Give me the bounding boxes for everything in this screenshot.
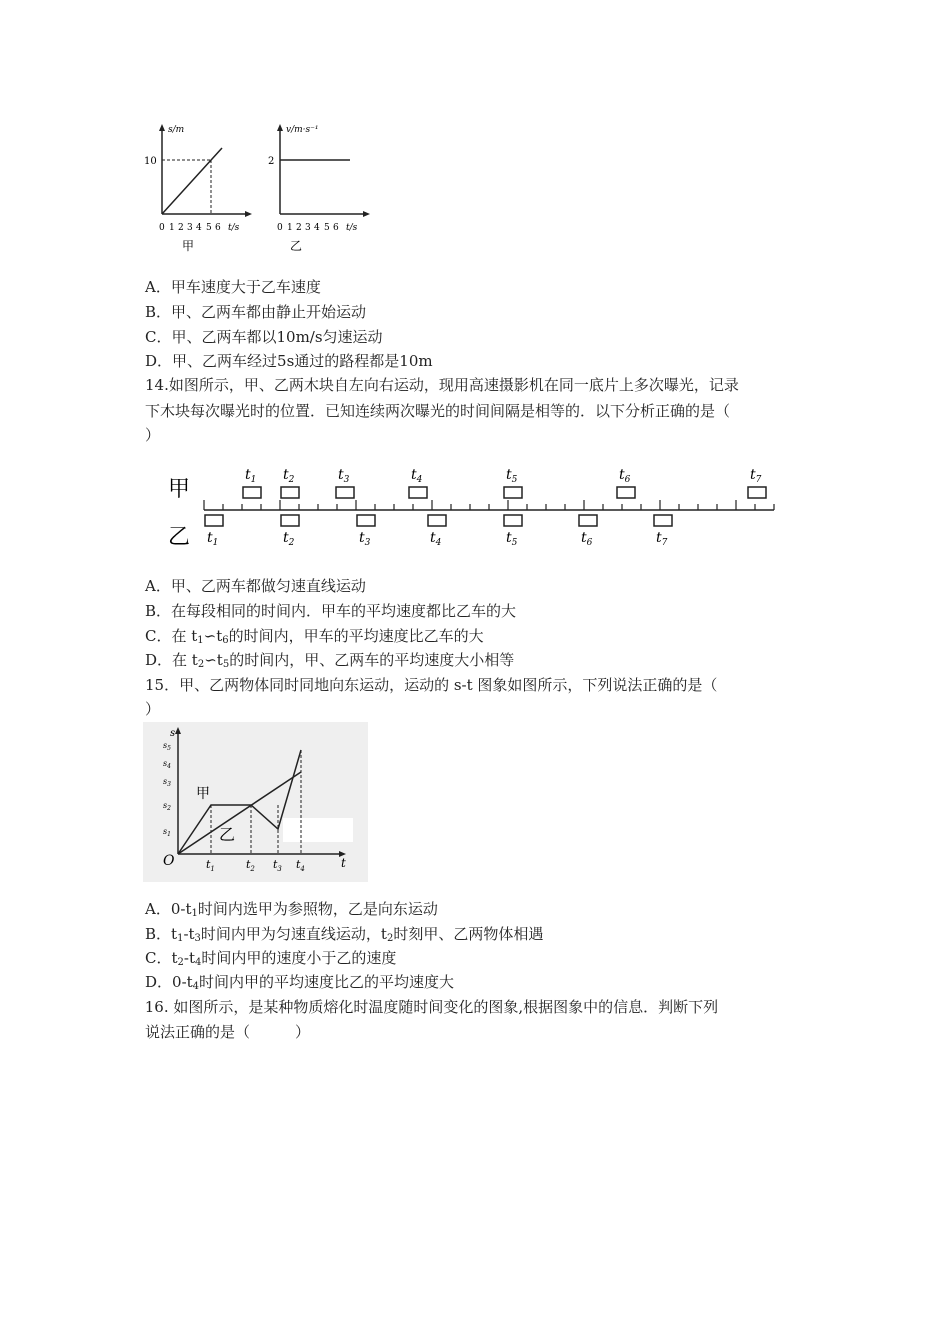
y-axis-label: s [170, 728, 176, 739]
figure-caption-yi: 乙 [290, 239, 303, 253]
time-sub: 3 [364, 538, 371, 548]
t-tick-sub: 1 [210, 865, 215, 873]
q15-option-c[interactable] [145, 948, 396, 973]
t-tick-sub: 3 [277, 865, 282, 873]
figure-jia-s-t-graph [140, 118, 260, 258]
text: 的时间内，甲、乙两车的平均速度大小相等 [229, 651, 515, 669]
row-label-yi: 乙 [168, 525, 191, 550]
x-axis-arrow [363, 211, 370, 217]
distance-time-line [162, 148, 222, 214]
x-axis-arrow [245, 211, 252, 217]
origin-label: O [163, 853, 175, 869]
time-letter: t [338, 467, 344, 483]
time-letter: t [750, 467, 756, 483]
text: 时间内甲的速度小于乙的速度 [201, 949, 397, 967]
s-tick-sub: 1 [167, 831, 171, 838]
q14-option-d[interactable] [145, 650, 514, 675]
figure-s-t-graph-jia-yi [143, 722, 368, 882]
q15-stem-line2: ） [145, 700, 161, 718]
label-yi: 乙 [219, 825, 236, 844]
s-tick-letter: s [163, 741, 168, 750]
yi-block [428, 515, 446, 526]
time-sub: 7 [661, 538, 668, 548]
time-letter: t [581, 530, 587, 546]
q16-stem-line1: 16. 如图所示，是某种物质熔化时温度随时间变化的图象,根据图象中的信息．判断下列 [140, 998, 719, 1016]
x-axis-label: t [341, 856, 346, 870]
time-sub: 4 [435, 538, 442, 548]
jia-block [504, 487, 522, 498]
text: D．在 t [145, 651, 198, 669]
text: C．在 t [145, 627, 198, 645]
time-sub: 2 [288, 475, 295, 485]
subscript: 4 [195, 957, 202, 968]
x-tick-label: 5 [206, 223, 212, 233]
figure-yi-v-t-graph [262, 118, 382, 258]
jia-time-label [411, 467, 423, 485]
yi-time-label [656, 530, 668, 548]
yi-block [579, 515, 597, 526]
q14-option-b[interactable]: B．在每段相同的时间内．甲车的平均速度都比乙车的大 [145, 602, 517, 620]
text: -t [183, 925, 195, 943]
jia-block [617, 487, 635, 498]
time-letter: t [359, 530, 365, 546]
x-tick-label: 6 [333, 223, 339, 233]
q15-option-b[interactable] [145, 924, 543, 949]
time-sub: 2 [288, 538, 295, 548]
t-tick-letter: t [273, 858, 278, 871]
time-letter: t [506, 467, 512, 483]
t-tick-letter: t [206, 858, 211, 871]
y-axis-arrow [159, 124, 165, 131]
jia-blocks [243, 467, 766, 498]
time-sub: 6 [586, 538, 593, 548]
x-tick-label: 5 [324, 223, 330, 233]
yi-block [357, 515, 375, 526]
q16-stem-line2: 说法正确的是（ ） [145, 1023, 311, 1041]
x-tick-label: 0 [159, 223, 165, 233]
y-axis-label: v/m·s⁻¹ [286, 125, 319, 135]
figure-caption-jia: 甲 [182, 239, 195, 253]
time-letter: t [430, 530, 436, 546]
q13-option-c[interactable]: C．甲、乙两车都以10m/s匀速运动 [145, 328, 383, 346]
q15-stem-line1: 15．甲、乙两物体同时同地向东运动，运动的 s-t 图象如图所示，下列说法正确的是（ [145, 676, 718, 694]
s-tick-letter: s [163, 759, 168, 768]
subscript: 3 [194, 933, 201, 944]
q14-stem-line2: 下木块每次曝光时的位置．已知连续两次曝光的时间间隔是相等的．以下分析正确的是（ [145, 402, 731, 420]
x-axis-label: t/s [228, 223, 240, 233]
jia-block [748, 487, 766, 498]
t-tick-letter: t [296, 858, 301, 871]
text: ∽t [204, 651, 223, 669]
q15-option-d[interactable] [145, 972, 454, 997]
time-letter: t [506, 530, 512, 546]
yi-time-label [506, 530, 518, 548]
blank-patch [283, 818, 353, 842]
text: B．t [145, 925, 178, 943]
subscript: 1 [197, 635, 204, 646]
jia-time-label [750, 467, 762, 485]
jia-block [243, 487, 261, 498]
x-tick-label: 2 [178, 223, 184, 233]
text: ∽t [203, 627, 223, 645]
q14-option-a[interactable]: A．甲、乙两车都做匀速直线运动 [145, 577, 366, 595]
yi-block [281, 515, 299, 526]
x-axis-label: t/s [346, 223, 358, 233]
time-letter: t [411, 467, 417, 483]
yi-time-label [283, 530, 295, 548]
subscript: 2 [177, 957, 184, 968]
yi-time-label [207, 530, 218, 548]
row-label-jia: 甲 [168, 477, 191, 502]
time-letter: t [656, 530, 662, 546]
jia-block [409, 487, 427, 498]
label-jia: 甲 [196, 786, 210, 802]
q14-option-c[interactable] [145, 626, 484, 651]
y-tick-label: 2 [268, 156, 275, 167]
jia-time-label [245, 467, 256, 485]
text: 的时间内，甲车的平均速度比乙车的大 [228, 627, 484, 645]
figure-multi-exposure-blocks [160, 460, 790, 560]
text: 时间内选甲为参照物，乙是向东运动 [197, 900, 438, 918]
text: 时间内甲的平均速度比乙的平均速度大 [199, 973, 455, 991]
yi-block [205, 515, 223, 526]
y-axis-label: s/m [168, 125, 185, 135]
track-ticks [204, 500, 774, 510]
jia-block [281, 487, 299, 498]
yi-time-label [430, 530, 442, 548]
x-tick-label: 1 [287, 223, 293, 233]
jia-time-label [506, 467, 518, 485]
subscript: 2 [386, 933, 394, 944]
time-letter: t [283, 530, 289, 546]
q14-stem-line1: 14.如图所示，甲、乙两木块自左向右运动，现用高速摄影机在同一底片上多次曝光，记录 [145, 376, 739, 394]
x-tick-label: 3 [305, 223, 311, 233]
y-tick-label: 10 [144, 156, 157, 167]
x-tick-label: 2 [296, 223, 302, 233]
time-sub: 5 [511, 475, 518, 485]
time-letter: t [619, 467, 625, 483]
time-sub: 3 [343, 475, 350, 485]
time-sub: 5 [511, 538, 518, 548]
jia-time-label [619, 467, 631, 485]
time-sub: 6 [624, 475, 631, 485]
t-tick-sub: 4 [300, 865, 305, 873]
s-tick-letter: s [163, 777, 168, 786]
time-letter: t [283, 467, 289, 483]
time-sub: 1 [212, 538, 219, 548]
q13-option-d[interactable]: D．甲、乙两车经过5s通过的路程都是10m [145, 352, 433, 370]
time-letter: t [245, 467, 251, 483]
yi-time-label [581, 530, 593, 548]
q15-option-a[interactable] [145, 899, 438, 924]
text: D．0-t [145, 973, 193, 991]
y-axis-arrow [277, 124, 283, 131]
s-tick-sub: 5 [167, 745, 171, 752]
s-tick-letter: s [163, 827, 168, 836]
jia-block [336, 487, 354, 498]
text: A．0-t [145, 900, 192, 918]
q14-stem-line3: ） [145, 426, 161, 444]
jia-time-label [338, 467, 350, 485]
yi-block [504, 515, 522, 526]
x-tick-label: 4 [314, 223, 320, 233]
yi-blocks [205, 515, 672, 548]
t-tick-letter: t [246, 858, 251, 871]
s-tick-sub: 4 [167, 763, 171, 770]
s-tick-sub: 3 [167, 781, 171, 788]
subscript: 1 [191, 908, 198, 919]
q13-option-b[interactable]: B．甲、乙两车都由静止开始运动 [145, 303, 367, 321]
text: -t [183, 949, 195, 967]
time-sub: 1 [250, 475, 257, 485]
x-tick-label: 1 [169, 223, 175, 233]
x-tick-label: 6 [215, 223, 221, 233]
x-tick-label: 0 [277, 223, 283, 233]
subscript: 2 [197, 659, 205, 670]
yi-time-label [359, 530, 371, 548]
x-tick-label: 4 [196, 223, 202, 233]
jia-time-label [283, 467, 295, 485]
text: 时间内甲为匀速直线运动，t [200, 925, 387, 943]
subscript: 5 [222, 659, 230, 670]
s-tick-letter: s [163, 801, 168, 810]
text: 时刻甲、乙两物体相遇 [393, 925, 544, 943]
subscript: 1 [177, 933, 184, 944]
s-tick-sub: 2 [167, 805, 171, 812]
time-sub: 7 [755, 475, 762, 485]
time-sub: 4 [416, 475, 423, 485]
subscript: 6 [222, 635, 229, 646]
text: C．t [145, 949, 178, 967]
yi-block [654, 515, 672, 526]
q13-option-a[interactable]: A．甲车速度大于乙车速度 [145, 278, 321, 296]
x-tick-label: 3 [187, 223, 193, 233]
subscript: 4 [192, 981, 200, 992]
time-letter: t [207, 530, 213, 546]
t-tick-sub: 2 [250, 865, 255, 873]
